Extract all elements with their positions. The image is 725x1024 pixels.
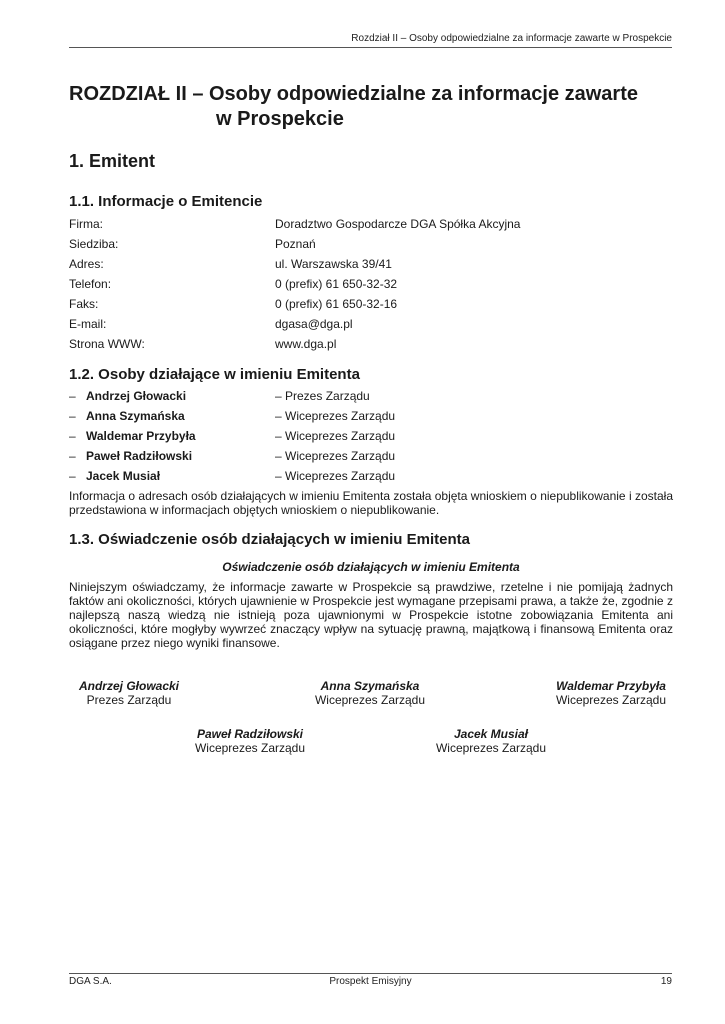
signature-block xyxy=(44,679,214,707)
footer-company: DGA S.A. xyxy=(69,976,112,987)
info-value: 0 (prefix) 61 650-32-16 xyxy=(275,297,398,311)
person-role: – Wiceprezes Zarządu xyxy=(275,429,396,443)
signature-block xyxy=(165,727,335,755)
person-name: Andrzej Głowacki xyxy=(86,389,187,403)
footer-document-title: Prospekt Emisyjny xyxy=(329,976,412,987)
list-dash: – xyxy=(69,429,76,443)
info-value: Doradztwo Gospodarcze DGA Spółka Akcyjna xyxy=(275,217,521,231)
address-note: Informacja o adresach osób działających w imieniu Emitenta została objęta wnioskiem o niepublikowanie i została przedstawiona w informacjach objętych wnioskiem o niepublikowanie. xyxy=(69,489,673,517)
info-label: Siedziba: xyxy=(69,237,119,251)
info-label: Adres: xyxy=(69,257,104,271)
signatory-role: Wiceprezes Zarządu xyxy=(194,741,306,755)
info-value: 0 (prefix) 61 650-32-32 xyxy=(275,277,398,291)
signatory-name: Andrzej Głowacki xyxy=(78,679,180,693)
info-label: Telefon: xyxy=(69,277,112,291)
page-number: 19 xyxy=(660,976,672,987)
info-label: Firma: xyxy=(69,217,103,231)
declaration-text: Niniejszym oświadczamy, że informacje zawarte w Prospekcie są prawdziwe, rzetelne i nie pomijają żadnych faktów ani okoliczności, których ujawnienie w Prospekcie jest wymagane przepisami prawa, a także że, zgodnie z najlepszą naszą wiedzą nie istnieją poza ujawnionymi w Prospekcie istotne zobowiązania Emitenta ani okoliczności, które mogłyby wywrzeć znaczący wpływ na sytuację prawną, majątkową i finansową Emitenta oraz osiągane przez niego wyniki finansowe. xyxy=(69,580,673,650)
chapter-title xyxy=(69,82,689,132)
signatory-role: Wiceprezes Zarządu xyxy=(314,693,426,707)
page-footer xyxy=(69,973,672,990)
info-label: Strona WWW: xyxy=(69,337,145,351)
signatory-name: Anna Szymańska xyxy=(320,679,420,693)
info-label: E-mail: xyxy=(69,317,107,331)
person-name: Waldemar Przybyła xyxy=(86,429,196,443)
signatory-name: Jacek Musiał xyxy=(453,727,529,741)
list-dash: – xyxy=(69,409,76,423)
person-role: – Wiceprezes Zarządu xyxy=(275,469,396,483)
info-value: dgasa@dga.pl xyxy=(275,317,353,331)
person-name: Anna Szymańska xyxy=(86,409,185,423)
signatory-role: Wiceprezes Zarządu xyxy=(435,741,547,755)
person-name: Paweł Radziłowski xyxy=(86,449,193,463)
section-emitent-heading: 1. Emitent xyxy=(69,151,156,171)
info-value: ul. Warszawska 39/41 xyxy=(275,257,392,271)
person-name: Jacek Musiał xyxy=(86,469,161,483)
signatory-role: Wiceprezes Zarządu xyxy=(555,693,667,707)
signatory-name: Waldemar Przybyła xyxy=(556,679,666,693)
info-value: www.dga.pl xyxy=(275,337,337,351)
list-dash: – xyxy=(69,469,76,483)
signatory-name: Paweł Radziłowski xyxy=(196,727,304,741)
section-1-1-heading: 1.1. Informacje o Emitencie xyxy=(69,193,263,210)
section-1-3-heading: 1.3. Oświadczenie osób działających w imieniu Emitenta xyxy=(69,531,470,548)
info-label: Faks: xyxy=(69,297,99,311)
chapter-title-line2: w Prospekcie xyxy=(216,108,344,130)
person-role: – Wiceprezes Zarządu xyxy=(275,409,396,423)
chapter-title-line1: ROZDZIAŁ II – Osoby odpowiedzialne za informacje zawarte xyxy=(69,83,638,105)
person-role: – Prezes Zarządu xyxy=(275,389,370,403)
list-dash: – xyxy=(69,449,76,463)
running-header: Rozdział II – Osoby odpowiedzialne za informacje zawarte w Prospekcie xyxy=(69,33,672,48)
signature-block xyxy=(285,679,455,707)
signature-block xyxy=(406,727,576,755)
declaration-title: Oświadczenie osób działających w imieniu Emitenta xyxy=(222,560,520,574)
signature-block xyxy=(526,679,696,707)
list-dash: – xyxy=(69,389,76,403)
section-1-2-heading: 1.2. Osoby działające w imieniu Emitenta xyxy=(69,366,360,383)
signatory-role: Prezes Zarządu xyxy=(86,693,172,707)
person-role: – Wiceprezes Zarządu xyxy=(275,449,396,463)
info-value: Poznań xyxy=(275,237,316,251)
